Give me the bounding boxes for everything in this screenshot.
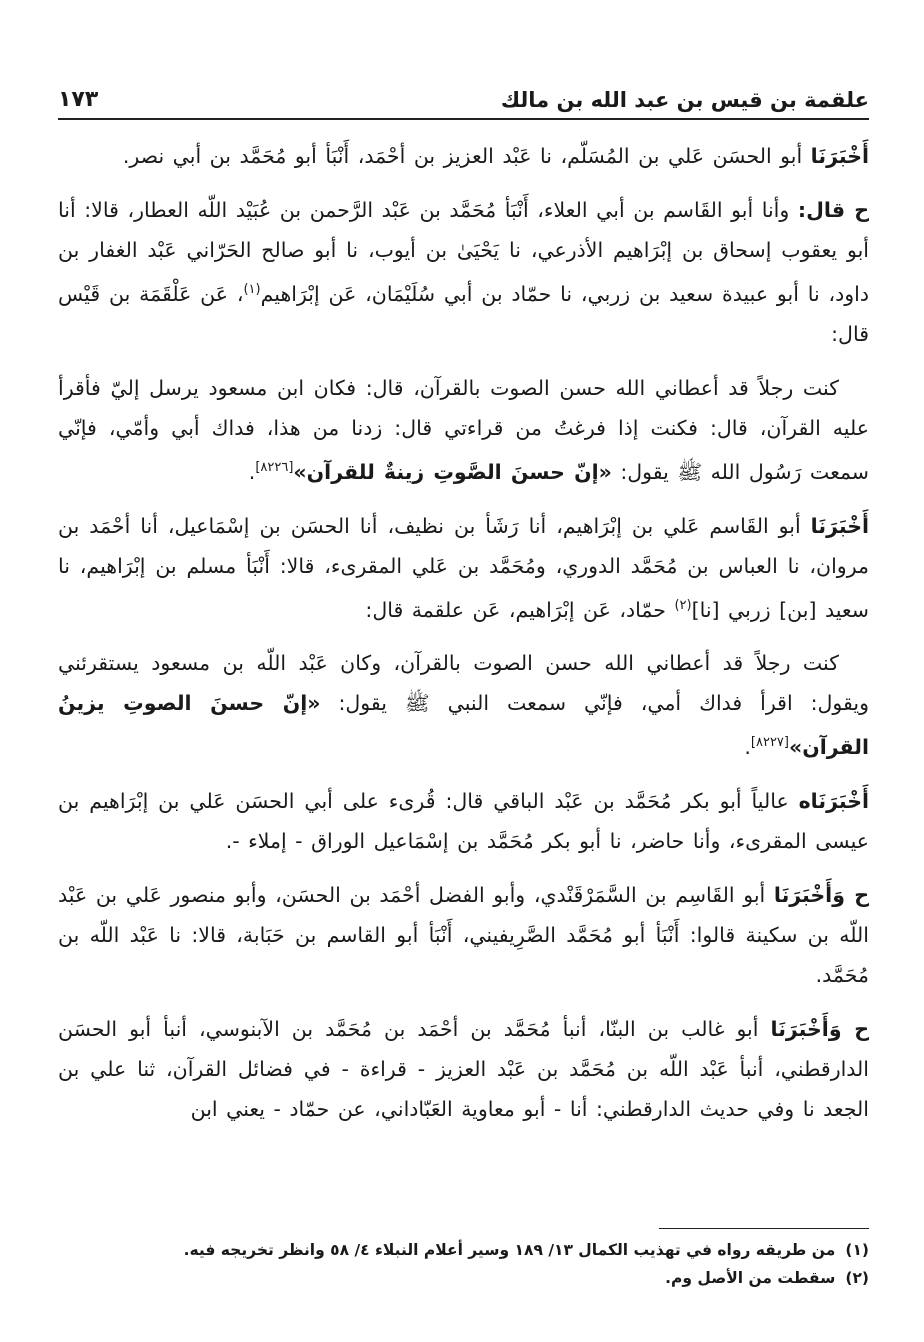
footnote-number: (١) [845, 1241, 869, 1259]
paragraph-3 [58, 368, 869, 492]
hadith-number: [٨٢٢٦] [255, 459, 294, 475]
paragraph-7 [58, 875, 869, 995]
page-number: ١٧٣ [58, 87, 99, 112]
running-header [58, 70, 869, 120]
paragraph-text: عالياً أبو بكر مُحَمَّد بن عَبْد الباقي قال: قُرىء على أبي الحسَن عَلي بن إبْرَاهيم بن عيسى المقرىء، وأنا حاضر، نا أبو بكر مُحَمَّد بن إسْمَاعيل الوراق - إملاء -. [58, 789, 869, 854]
page-body [58, 136, 869, 1129]
paragraph-text-after: ، عَن عَلْقَمَة بن قَيْس قال: [58, 281, 869, 346]
hadith-quote: «إنّ حسنَ الصوتِ يزينُ القرآن» [58, 691, 869, 760]
paragraph-5 [58, 643, 869, 767]
paragraph-1 [58, 136, 869, 176]
paragraph-text-after: حمّاد، عَن إبْرَاهيم، عَن علقمة قال: [365, 597, 675, 622]
footnotes [58, 1236, 869, 1292]
paragraph-8 [58, 1009, 869, 1129]
narration-lead: ح قال: [797, 198, 869, 222]
paragraph-6 [58, 781, 869, 861]
chapter-title: علقمة بن قيس بن عبد الله بن مالك [500, 88, 869, 112]
paragraph-2 [58, 190, 869, 354]
narration-lead: أَخْبَرَنَاه [798, 789, 869, 814]
paragraph-text: أبو القَاسم عَلي بن إبْرَاهيم، أنا رَشَأ بن نظيف، أنا الحسَن بن إسْمَاعيل، أنا أحْمَد بن مروان، نا العباس بن مُحَمَّد الدوري، ومُحَمَّد بن عَلي المقرىء، قالا: أَنْبَأ مسلم بن إبْرَاهيم، نا سعيد [بن] زربي [نا] [58, 513, 869, 622]
paragraph-text-after: . [248, 459, 256, 484]
paragraph-text: كنت رجلاً قد أعطاني الله حسن الصوت بالقرآن، وكان عَبْد اللّه بن مسعود يستقرئني ويقول: اقرأ فداك أمي، فإنّي سمعت النبي ﷺ يقول: [58, 651, 869, 716]
footnote-ref-2[interactable]: (٢) [674, 597, 692, 613]
narration-lead: أَخْبَرَنَا [810, 513, 869, 538]
paragraph-text: وأنا أبو القَاسم بن أبي العلاء، أَنْبَأ مُحَمَّد بن عَبْد الرَّحمن بن عُبَيْد اللّه العطار، قالا: أنا أبو يعقوب إسحاق بن إبْرَاهيم الأذرعي، نا يَحْيَىٰ بن أيوب، نا أبو صالح الحَرّاني عَبْد الغفار بن داود، نا أبو عبيدة سعيد بن زربي، نا حمّاد بن أبي سُلَيْمَان، عَن إبْرَاهيم [58, 198, 869, 306]
narration-lead: ح وَأَخْبَرَنَا [770, 1017, 869, 1042]
paragraph-text: أبو الحسَن عَلي بن المُسَلّم، نا عَبْد العزيز بن أحْمَد، أَنْبَأ أبو مُحَمَّد بن أبي نصر. [122, 144, 811, 168]
footnote-2 [58, 1264, 869, 1292]
paragraph-text: أبو القَاسِم بن السَّمَرْقَنْدي، وأبو الفضل أحْمَد بن الحسَن، وأبو منصور عَلي بن عَبْد اللّه بن سكينة قالوا: أَنْبَأ أبو مُحَمَّد الصَّرِيفيني، أَنْبَأ أبو القاسم بن حَبَابة، قالا: نا عَبْد اللّه بن مُحَمَّد. [58, 883, 869, 988]
narration-lead: أَخْبَرَنَا [810, 144, 869, 168]
narration-lead: ح وَأَخْبَرَنَا [773, 883, 869, 908]
footnote-number: (٢) [845, 1269, 869, 1287]
paragraph-text: أبو غالب بن البنّا، أنبأ مُحَمَّد بن أحْمَد بن مُحَمَّد بن الآبنوسي، أنبأ أبو الحسَن الدارقطني، أنبأ عَبْد اللّه بن مُحَمَّد بن عَبْد العزيز - قراءة - في فضائل القرآن، ثنا علي بن الجعد نا وفي حديث الدارقطني: أنا - أبو معاوية العَبّاداني، عن حمّاد - يعني ابن [58, 1017, 869, 1122]
paragraph-4 [58, 506, 869, 630]
hadith-quote: «إنّ حسنَ الصَّوتِ زينةٌ للقرآن» [293, 459, 612, 484]
footnote-ref-1[interactable]: (١) [243, 282, 261, 297]
footnote-text: سقطت من الأصل وم. [665, 1269, 836, 1287]
footnote-text: من طريقه رواه في تهذيب الكمال ١٣/ ١٨٩ وسير أعلام النبلاء ٤/ ٥٨ وانظر تخريجه فيه. [183, 1241, 836, 1259]
paragraph-text-after: . [744, 735, 751, 760]
hadith-number: [٨٢٢٧] [750, 735, 789, 751]
footnote-divider [659, 1228, 869, 1229]
footnote-1 [58, 1236, 869, 1264]
paragraph-text: كنت رجلاً قد أعطاني الله حسن الصوت بالقرآن، قال: فكان ابن مسعود يرسل إليّ فأقرأ عليه القرآن، قال: فكنت إذا فرغتُ من قراءتي قال: زدنا من هذا، فداك أبي وأمّي، فإنّي سمعت رَسُول الله ﷺ يقول: [58, 375, 869, 484]
